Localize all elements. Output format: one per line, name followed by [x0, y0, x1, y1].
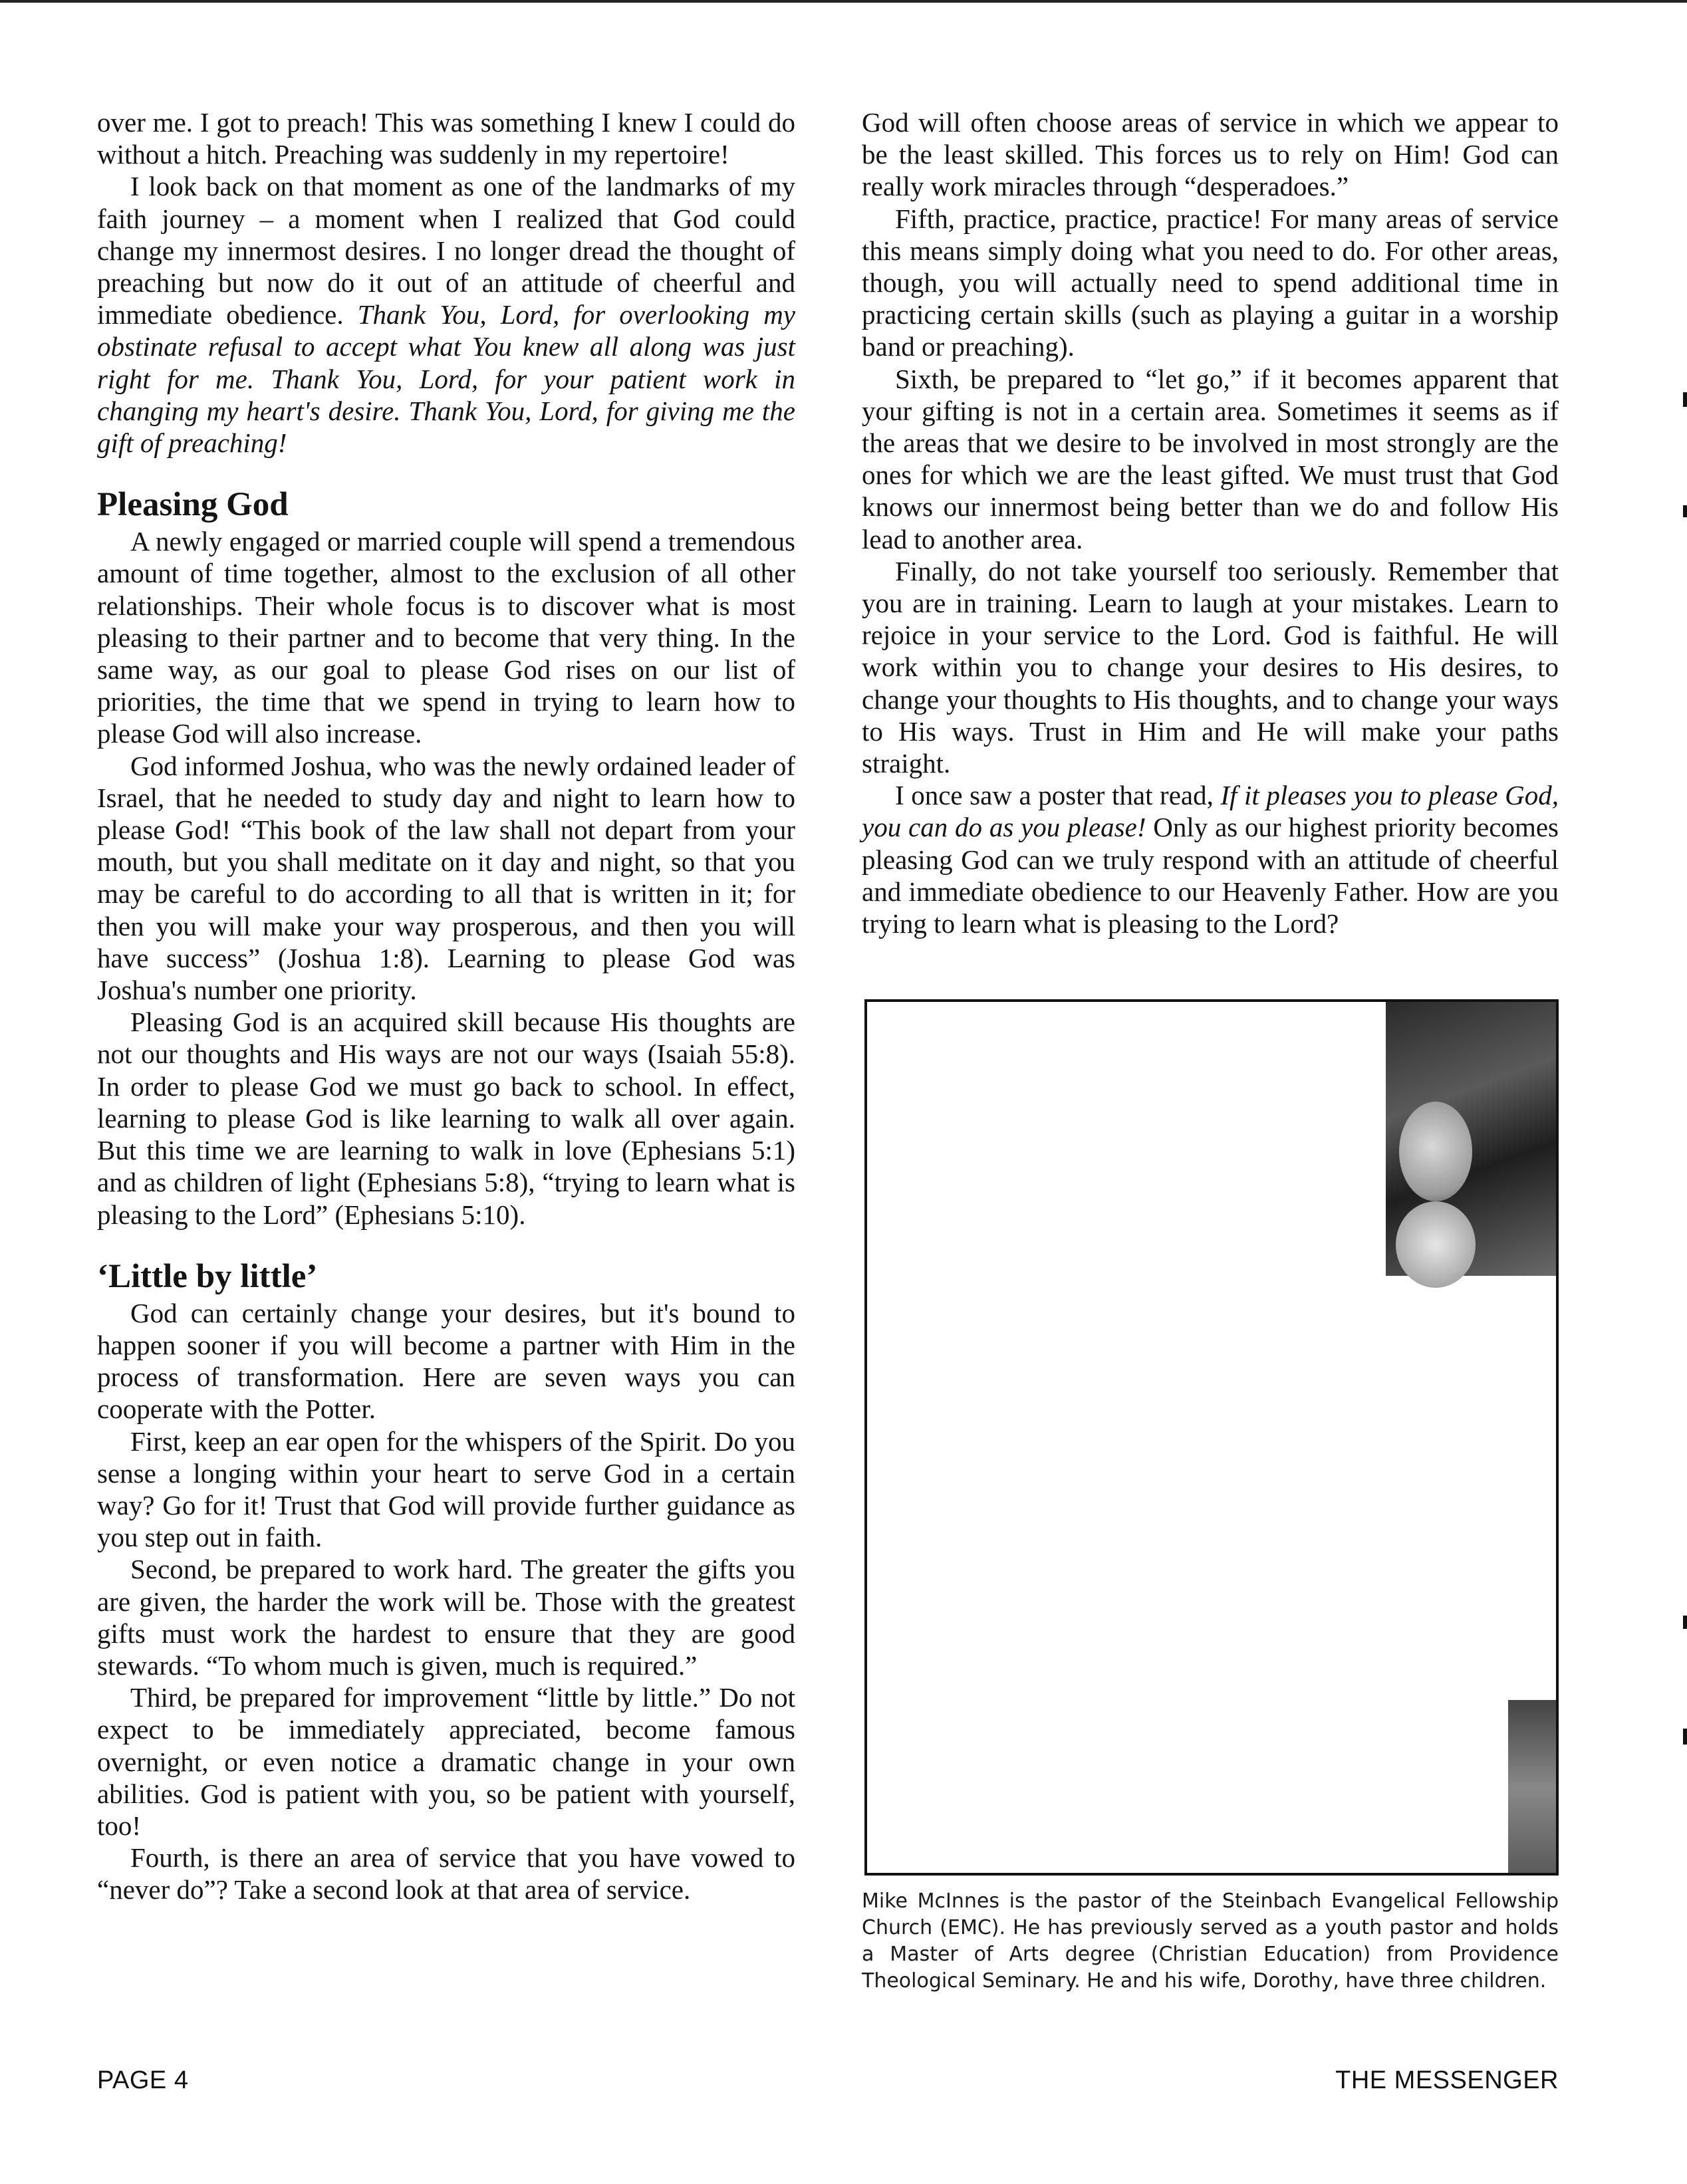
author-caption: Mike McInnes is the pastor of the Steinbach Evangelical Fellowship Church (EMC). He has previously served as a youth pastor and holds a Master of Arts degree (Christian Education) from Providence Theological Seminary. He and his wife, Dorothy, have three children.: [862, 1889, 1559, 1993]
photo-face-man: [1399, 1102, 1472, 1201]
paragraph: Finally, do not take yourself too seriously. Remember that you are in training. Learn to laugh at your mistakes. Learn to rejoice in your service to the Lord. God is faithful. He will work within you to change your desires to His desires, to change your thoughts to His thoughts, and to change your ways to His ways. Trust in Him and He will make your paths straight.: [862, 555, 1559, 779]
publication-name: THE MESSENGER: [1335, 2066, 1559, 2094]
author-photo: [864, 999, 1559, 1876]
scan-edge-mark: [1683, 505, 1687, 517]
paragraph: First, keep an ear open for the whispers of the Spirit. Do you sense a longing within your heart to serve God in a certain way? Go for it! Trust that God will provide further guidance as you step out in faith.: [97, 1425, 795, 1553]
paragraph-text: I once saw a poster that read,: [895, 780, 1221, 811]
paragraph-text: I look back on that moment as one of the landmarks of my faith journey – a moment when I realized that God could change my innermost desires. I no longer dread the thought of preaching but now do it out of an attitude of cheerful and immediate obedience.: [97, 171, 795, 330]
paragraph: [862, 779, 1559, 939]
paragraph: Pleasing God is an acquired skill because His thoughts are not our thoughts and His ways are not our ways (Isaiah 55:8). In order to please God we must go back to school. In effect, learning to please God is like learning to walk all over again. But this time we are learning to walk in love (Ephesians 5:1) and as children of light (Ephesians 5:8), “trying to learn what is pleasing to the Lord” (Ephesians 5:10).: [97, 1007, 795, 1230]
paragraph: God can certainly change your desires, but it's bound to happen sooner if you will become a partner with Him in the process of transformation. Here are seven ways you can cooperate with the Potter.: [97, 1297, 795, 1425]
paragraph: [97, 170, 795, 459]
paragraph: Fourth, is there an area of service that you have vowed to “never do”? Take a second look at that area of service.: [97, 1842, 795, 1905]
top-border: [0, 0, 1687, 3]
scan-edge-mark: [1683, 1729, 1687, 1745]
italic-quote: If it pleases you to please God, you can do as you please!: [862, 780, 1559, 843]
paragraph: Fifth, practice, practice, practice! For many areas of service this means simply doing what you need to do. For other areas, though, you will actually need to spend additional time in practicing certain skills (such as playing a guitar in a worship band or preaching).: [862, 203, 1559, 362]
right-column: [862, 106, 1559, 939]
paragraph: Sixth, be prepared to “let go,” if it becomes apparent that your gifting is not in a certain area. Sometimes it seems as if the areas that we desire to be involved in most strongly are the ones for which we are the least gifted. We must trust that God knows our innermost being better than we do and follow His lead to another area.: [862, 363, 1559, 554]
paragraph: A newly engaged or married couple will spend a tremendous amount of time together, almost to the exclusion of all other relationships. Their whole focus is to discover what is most pleasing to their partner and to become that very thing. In the same way, as our goal to please God rises on our list of priorities, the time that we spend in trying to learn how to please God will also increase.: [97, 526, 795, 749]
photo-fragment-bottom: [1508, 1700, 1559, 1876]
paragraph: Second, be prepared to work hard. The greater the gifts you are given, the harder the work will be. Those with the greatest gifts must work the hardest to ensure that they are good stewards. “To whom much is given, much is required.”: [97, 1554, 795, 1681]
left-column: [97, 106, 795, 1906]
paragraph: God will often choose areas of service in which we appear to be the least skilled. This forces us to rely on Him! God can really work miracles through “desperadoes.”: [862, 107, 1559, 202]
section-heading-pleasing-god: Pleasing God: [97, 486, 289, 524]
section-heading-little-by-little: ‘Little by little’: [97, 1257, 318, 1295]
paragraph: over me. I got to preach! This was something I knew I could do without a hitch. Preaching was suddenly in my repertoire!: [97, 107, 795, 170]
photo-fragment-top: [1386, 1002, 1559, 1276]
paragraph: Third, be prepared for improvement “little by little.” Do not expect to be immediately appreciated, become famous overnight, or even notice a dramatic change in your own abilities. God is patient with you, so be patient with yourself, too!: [97, 1682, 795, 1841]
paragraph-text: Only as our highest priority becomes pleasing God can we truly respond with an attitude of cheerful and immediate obedience to our Heavenly Father. How are you trying to learn what is pleasing to the Lord?: [862, 812, 1559, 939]
scan-edge-mark: [1683, 1616, 1687, 1629]
photo-face-child: [1396, 1201, 1476, 1288]
paragraph: God informed Joshua, who was the newly ordained leader of Israel, that he needed to study day and night to learn how to please God! “This book of the law shall not depart from your mouth, but you shall meditate on it day and night, so that you may be careful to do according to all that is written in it; for then you will make your way prosperous, and then you will have success” (Joshua 1:8). Learning to please God was Joshua's number one priority.: [97, 750, 795, 1006]
scan-edge-mark: [1683, 392, 1687, 407]
italic-prayer: Thank You, Lord, for overlooking my obstinate refusal to accept what You knew all along was just right for me. Thank You, Lord, for your patient work in changing my heart's desire. Thank You, Lord, for giving me the gift of preaching!: [97, 299, 795, 459]
page-number: PAGE 4: [97, 2066, 189, 2094]
